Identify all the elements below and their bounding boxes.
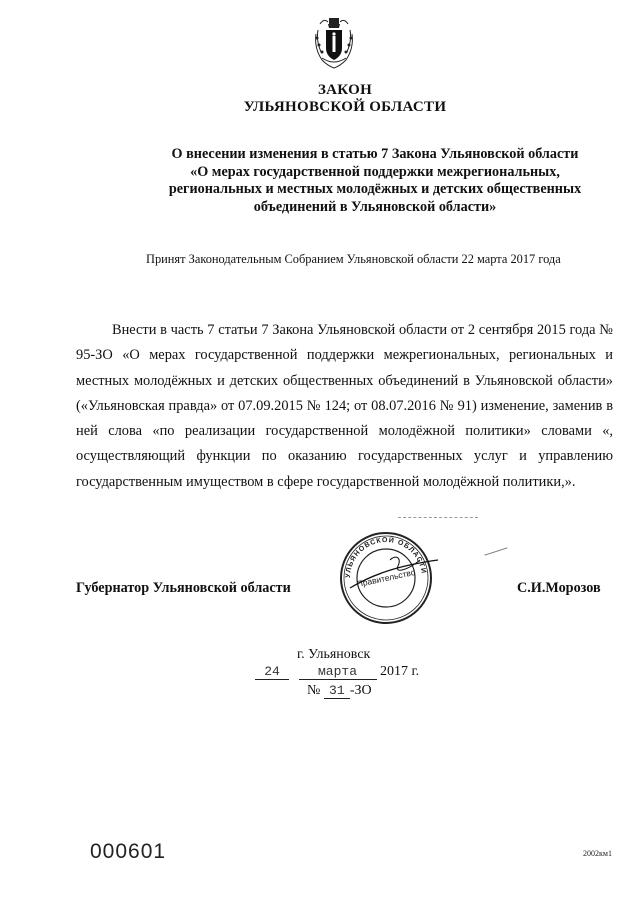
subject-line: объединений в Ульяновской области» xyxy=(253,198,497,215)
stamp-ring-text: УЛЬЯНОВСКОЙ ОБЛАСТИ xyxy=(344,536,427,579)
date-year: 2017 г. xyxy=(380,664,420,679)
faint-pen-mark xyxy=(484,547,507,555)
subject-line: «О мерах государственной поддержки межрегиональных, xyxy=(190,163,560,180)
coat-of-arms-emblem xyxy=(312,14,356,70)
signatory-name: С.И.Морозов xyxy=(517,580,601,596)
adoption-note: Принят Законодательным Собранием Ульяновской области 22 марта 2017 года xyxy=(146,252,561,266)
law-subject xyxy=(60,146,640,216)
signatory-position: Губернатор Ульяновской области xyxy=(76,580,291,596)
signing-date xyxy=(255,664,419,680)
official-stamp xyxy=(330,530,442,626)
form-code: 2002км1 xyxy=(583,849,612,858)
date-day: 24 xyxy=(255,664,289,680)
body-paragraph: Внести в часть 7 статьи 7 Закона Ульяновской области от 2 сентября 2015 года № 95-ЗО «О мерах государственной поддержки межрегиональных, региональных и местных молодёжных и детских общественных объединений в Ульяновской области» («Ульяновская правда» от 07.09.2015 № 124; от 08.07.2016 № 91) изменение, заменив в ней слова «по реализации государственной молодёжной политики» словами «, осуществляющий функции по оказанию государственных услуг и управлению государственным имуществом в сфере государственной молодёжной политики,». xyxy=(76,322,613,490)
law-number xyxy=(307,683,372,699)
number-suffix: -ЗО xyxy=(349,683,372,698)
number-value: 31 xyxy=(324,683,350,699)
stamp-center-text: Правительство xyxy=(355,566,417,590)
subject-line: О внесении изменения в статью 7 Закона Ульяновской области xyxy=(171,146,579,162)
document-type-title: ЗАКОН xyxy=(317,82,373,98)
region-title: УЛЬЯНОВСКОЙ ОБЛАСТИ xyxy=(243,99,447,115)
number-sign: № xyxy=(307,683,321,698)
faint-dashed-line xyxy=(398,517,478,518)
place-of-signing: г. Ульяновск xyxy=(297,647,371,662)
subject-line: региональных и местных молодёжных и детских общественных xyxy=(168,181,582,197)
law-body xyxy=(76,318,613,495)
registration-number: 000601 xyxy=(90,840,167,863)
date-month: марта xyxy=(299,664,377,680)
